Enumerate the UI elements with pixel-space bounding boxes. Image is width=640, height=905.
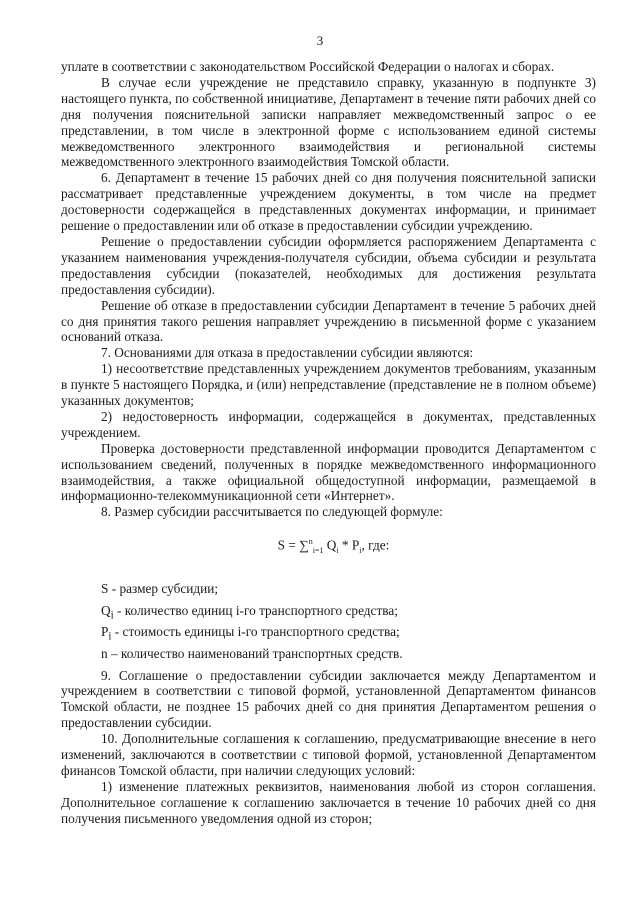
paragraph-clause-7: 7. Основаниями для отказа в предоставлении субсидии являются: (101, 345, 474, 361)
formula-op: * (338, 537, 352, 553)
list-item: 2) недостоверность информации, содержащейся в документах, представленных учреждением. (61, 408, 596, 440)
formula-q: Q (326, 537, 337, 553)
paragraph-clause-6: 6. Департамент в течение 15 рабочих дней со дня получения пояснительной записки рассматривает представленные учреждением документы, в том числе на предмет достоверности содержащейся в представленных документах информации, и принимает решение о предоставлении или об отказе в предоставлении субсидии учреждению. (61, 170, 596, 234)
formula-sum-sign: ∑ (299, 537, 309, 553)
definition-index: i (108, 631, 112, 644)
paragraph: уплате в соответствии с законодательством Российской Федерации о налогах и сборах. (61, 59, 555, 74)
paragraph: Проверка достоверности представленной информации проводится Департаментом с использованием сведений, полученных в порядке межведомственного информационного взаимодействия, а также официальной общедоступной информации, размещаемой в информационно-телекоммуникационной сети «Интернет». (61, 440, 596, 504)
document-body (61, 59, 596, 827)
definition-symbol: n (101, 645, 108, 661)
definition-text: – количество наименований транспортных средств. (107, 645, 403, 661)
definition-symbol: P (101, 624, 109, 640)
formula-sum-upper: n (308, 537, 313, 547)
definition-item (61, 603, 596, 625)
list-item: 1) несоответствие представленных учреждением документов требованиям, указанным в пункте 5 настоящего Порядка, и (или) непредставление (представление не в полном объеме) указанных документов; (61, 361, 596, 409)
definition-item (61, 646, 596, 668)
subsidy-formula (61, 534, 596, 559)
definition-symbol: Q (101, 602, 111, 618)
definition-index: i (110, 609, 114, 622)
definition-symbol: S (101, 581, 109, 597)
paragraph-clause-10: 10. Дополнительные соглашения к соглашению, предусматривающие внесение в него изменений, заключаются в соответствии с типовой формой, установленной Департаментом финансов Томской области, при наличии следующих условий: (61, 731, 596, 778)
definition-text: - количество единиц i-го транспортного средства; (113, 602, 398, 618)
formula-definitions (61, 581, 596, 667)
definition-item (61, 624, 596, 646)
formula-lhs: S = (277, 537, 296, 553)
definition-text: - стоимость единицы i-го транспортного средства; (111, 624, 400, 640)
definition-item (61, 581, 596, 603)
paragraph-clause-8: 8. Размер субсидии рассчитывается по следующей формуле: (101, 504, 443, 520)
page-number: 3 (316, 33, 324, 48)
list-item: 1) изменение платежных реквизитов, наименования любой из сторон соглашения. Дополнительное соглашение к соглашению заключается в течение 10 рабочих дней со дня получения письменного уведомления одной из сторон; (61, 778, 596, 826)
paragraph-clause-9: 9. Соглашение о предоставлении субсидии заключается между Департаментом и учреждением в соответствии с типовой формой, установленной Департаментом финансов Томской области, не позднее 15 рабочих дней со дня принятия Департаментом решения о предоставлении субсидии. (61, 667, 596, 731)
formula-sum-lower: i=1 (312, 546, 324, 556)
paragraph: Решение об отказе в предоставлении субсидии Департамент в течение 5 рабочих дней со дня принятия такого решения направляет учреждению в письменной форме с указанием оснований отказа. (61, 297, 596, 345)
formula-p: P (351, 537, 360, 553)
formula-tail: , где: (361, 537, 390, 553)
paragraph: В случае если учреждение не представило справку, указанную в подпункте 3) настоящего пункта, по собственной инициативе, Департамент в течение пяти рабочих дней со дня получения пояснительной записки направляет межведомственный запрос о ее представлении, в том числе в электронной форме с использованием единой системы межведомственного электронного взаимодействия и региональной системы межведомственного электронного взаимодействия Томской области. (61, 74, 596, 170)
definition-text: - размер субсидии; (108, 581, 219, 597)
formula-p-index: i (359, 546, 362, 556)
paragraph: Решение о предоставлении субсидии оформляется распоряжением Департамента с указанием наименования учреждения-получателя субсидии, объема субсидии и результата предоставления субсидии (показателей, необходимых для достижения результата предоставления субсидии). (61, 233, 596, 297)
formula-q-index: i (336, 546, 339, 556)
